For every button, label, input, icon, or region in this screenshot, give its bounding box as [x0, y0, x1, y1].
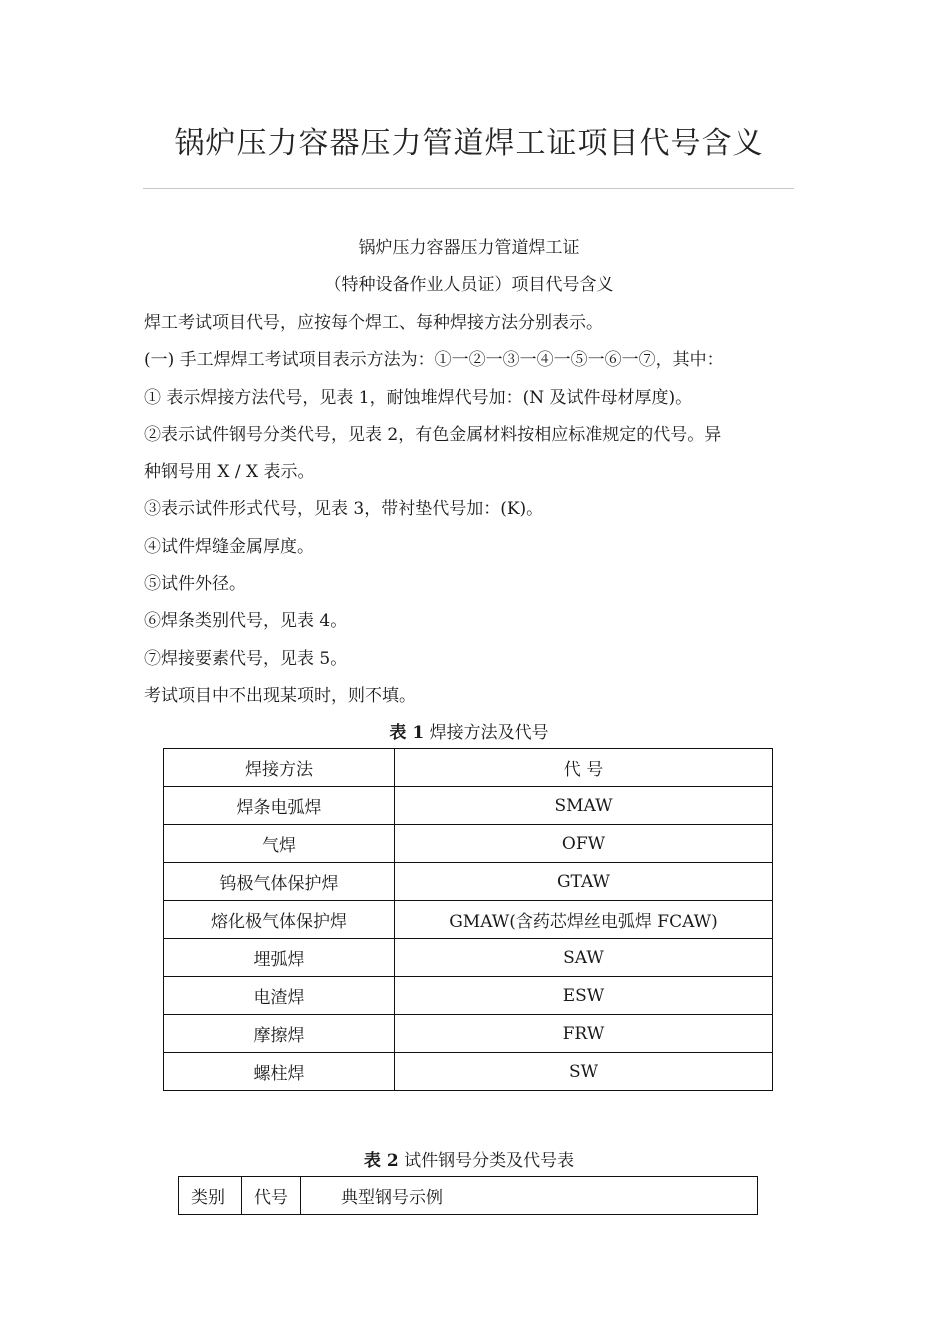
table-cell-method: 气焊 — [164, 825, 395, 863]
table-cell-method: 电渣焊 — [164, 977, 395, 1015]
table-row — [164, 939, 773, 977]
paragraph: ②表示试件钢号分类代号，见表 2，有色金属材料按相应标准规定的代号。异 — [144, 425, 722, 445]
paragraph: (一) 手工焊焊工考试项目表示方法为：①一②一③一④一⑤一⑥一⑦，其中： — [144, 350, 724, 370]
paragraph: ① 表示焊接方法代号，见表 1，耐蚀堆焊代号加：(N 及试件母材厚度)。 — [144, 388, 693, 408]
table-row — [164, 787, 773, 825]
table-cell-code: ESW — [395, 977, 773, 1015]
welding-method-table — [163, 748, 773, 1091]
steel-classification-table — [178, 1176, 758, 1215]
paragraph: ⑦焊接要素代号，见表 5。 — [144, 649, 348, 669]
table-cell-code: GTAW — [395, 863, 773, 901]
table-row — [164, 863, 773, 901]
table-cell-method: 摩擦焊 — [164, 1015, 395, 1053]
paragraph: 考试项目中不出现某项时，则不填。 — [144, 686, 416, 706]
document-title: 锅炉压力容器压力管道焊工证项目代号含义 — [174, 126, 764, 161]
paragraph: 种钢号用 X / X 表示。 — [144, 462, 315, 482]
table-row — [164, 1053, 773, 1091]
table-row — [164, 977, 773, 1015]
table-cell-method: 钨极气体保护焊 — [164, 863, 395, 901]
table2-caption-text: 试件钢号分类及代号表 — [398, 1151, 575, 1171]
table-header-cell: 典型钢号示例 — [301, 1177, 758, 1215]
table-cell-code: GMAW(含药芯焊丝电弧焊 FCAW) — [395, 901, 773, 939]
table-cell-code: OFW — [395, 825, 773, 863]
table2-caption — [0, 1146, 938, 1171]
table-cell-code: FRW — [395, 1015, 773, 1053]
table-cell-code: SAW — [395, 939, 773, 977]
table-cell-code: SMAW — [395, 787, 773, 825]
table1-caption — [0, 718, 938, 743]
paragraph: 焊工考试项目代号，应按每个焊工、每种焊接方法分别表示。 — [144, 313, 603, 333]
paragraph: ⑥焊条类别代号，见表 4。 — [144, 611, 348, 631]
table-header-cell: 代号 — [242, 1177, 301, 1215]
paragraph: ⑤试件外径。 — [144, 574, 246, 594]
table1-caption-prefix: 表 1 — [389, 723, 425, 743]
subtitle-line-2: （特种设备作业人员证）项目代号含义 — [324, 275, 614, 295]
table-cell-method: 焊条电弧焊 — [164, 787, 395, 825]
paragraph: ④试件焊缝金属厚度。 — [144, 537, 314, 557]
subtitle-line-1: 锅炉压力容器压力管道焊工证 — [358, 238, 580, 258]
table-header-cell: 代 号 — [395, 749, 773, 787]
paragraph: ③表示试件形式代号，见表 3，带衬垫代号加：(K)。 — [144, 499, 544, 519]
table-row — [164, 1015, 773, 1053]
table-header-cell: 类别 — [179, 1177, 242, 1215]
table-cell-method: 螺柱焊 — [164, 1053, 395, 1091]
table-header-row — [164, 749, 773, 787]
table1-caption-text: 焊接方法及代号 — [424, 723, 549, 743]
table-cell-method: 埋弧焊 — [164, 939, 395, 977]
title-divider — [143, 188, 794, 189]
table-header-cell: 焊接方法 — [164, 749, 395, 787]
table-cell-method: 熔化极气体保护焊 — [164, 901, 395, 939]
table-row — [164, 825, 773, 863]
table-header-row — [179, 1177, 758, 1215]
table2-caption-prefix: 表 2 — [363, 1151, 399, 1171]
table-row — [164, 901, 773, 939]
table-cell-code: SW — [395, 1053, 773, 1091]
